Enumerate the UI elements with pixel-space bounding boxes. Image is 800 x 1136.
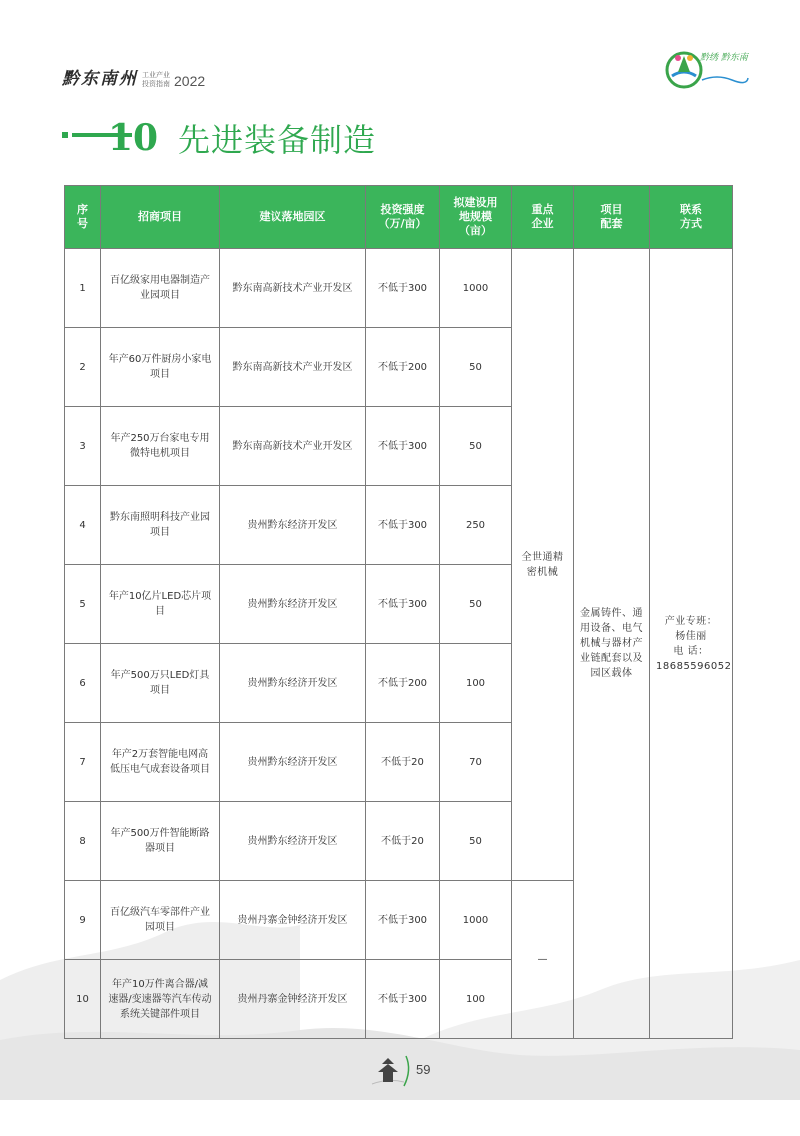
- key-enterprise-group-2: —: [512, 881, 574, 1039]
- row-no: 9: [65, 881, 101, 960]
- row-intensity: 不低于200: [366, 328, 440, 407]
- row-park: 贵州黔东经济开发区: [220, 565, 366, 644]
- row-park: 贵州丹寨金钟经济开发区: [220, 960, 366, 1039]
- section-heading: 先进装备制造: [178, 121, 377, 159]
- row-scale: 50: [440, 802, 512, 881]
- section-title: [60, 112, 460, 162]
- row-no: 6: [65, 644, 101, 723]
- row-scale: 50: [440, 565, 512, 644]
- row-project: 年产500万件智能断路器项目: [101, 802, 220, 881]
- brand-sub-line-1: 工业产业: [142, 71, 170, 79]
- row-no: 8: [65, 802, 101, 881]
- contact-info: 产业专班： 杨佳丽 电 话： 18685596052: [650, 249, 733, 1039]
- row-scale: 50: [440, 328, 512, 407]
- header-project: 招商项目: [101, 186, 220, 249]
- row-intensity: 不低于20: [366, 723, 440, 802]
- header-scale: 拟建设用 地规模 （亩）: [440, 186, 512, 249]
- row-intensity: 不低于200: [366, 644, 440, 723]
- row-park: 贵州黔东经济开发区: [220, 802, 366, 881]
- row-intensity: 不低于300: [366, 407, 440, 486]
- row-park: 黔东南高新技术产业开发区: [220, 249, 366, 328]
- row-park: 贵州黔东经济开发区: [220, 723, 366, 802]
- row-no: 2: [65, 328, 101, 407]
- title-dot-decoration: [62, 132, 68, 138]
- table-row: [65, 249, 733, 328]
- investment-table: [64, 185, 733, 1039]
- table-header-row: [65, 186, 733, 249]
- row-scale: 1000: [440, 249, 512, 328]
- row-scale: 100: [440, 644, 512, 723]
- row-project: 百亿级汽车零部件产业园项目: [101, 881, 220, 960]
- header-intensity: 投资强度 （万/亩）: [366, 186, 440, 249]
- row-no: 7: [65, 723, 101, 802]
- brand-year: 2022: [174, 73, 206, 89]
- header-contact: 联系 方式: [650, 186, 733, 249]
- section-number: 10: [108, 117, 159, 159]
- row-scale: 250: [440, 486, 512, 565]
- tourism-logo: [662, 46, 750, 90]
- row-no: 4: [65, 486, 101, 565]
- logo-text: 黔绣 黔东南: [700, 53, 748, 63]
- row-park: 贵州黔东经济开发区: [220, 644, 366, 723]
- brand-name: 黔东南州: [62, 69, 138, 89]
- row-intensity: 不低于300: [366, 565, 440, 644]
- header-no: 序 号: [65, 186, 101, 249]
- row-park: 黔东南高新技术产业开发区: [220, 407, 366, 486]
- row-no: 5: [65, 565, 101, 644]
- row-intensity: 不低于300: [366, 486, 440, 565]
- row-project: 年产500万只LED灯具项目: [101, 644, 220, 723]
- row-intensity: 不低于300: [366, 960, 440, 1039]
- row-scale: 70: [440, 723, 512, 802]
- row-intensity: 不低于300: [366, 249, 440, 328]
- row-scale: 100: [440, 960, 512, 1039]
- row-park: 黔东南高新技术产业开发区: [220, 328, 366, 407]
- row-no: 10: [65, 960, 101, 1039]
- row-park: 贵州丹寨金钟经济开发区: [220, 881, 366, 960]
- row-project: 黔东南照明科技产业园项目: [101, 486, 220, 565]
- brand-header: [62, 64, 205, 89]
- row-project: 年产250万台家电专用微特电机项目: [101, 407, 220, 486]
- supporting-facilities: 金属铸件、通用设备、电气机械与器材产业链配套以及园区载体: [574, 249, 650, 1039]
- brand-sub-line-2: 投资指南: [142, 80, 170, 88]
- header-park: 建议落地园区: [220, 186, 366, 249]
- row-project: 年产60万件厨房小家电项目: [101, 328, 220, 407]
- header-key-enterprise: 重点 企业: [512, 186, 574, 249]
- row-project: 年产10亿片LED芯片项目: [101, 565, 220, 644]
- row-intensity: 不低于300: [366, 881, 440, 960]
- row-project: 年产2万套智能电网高低压电气成套设备项目: [101, 723, 220, 802]
- row-scale: 1000: [440, 881, 512, 960]
- header-supporting: 项目 配套: [574, 186, 650, 249]
- row-project: 年产10万件离合器/减速器/变速器等汽车传动系统关键部件项目: [101, 960, 220, 1039]
- page-number: 59: [416, 1062, 431, 1077]
- brand-subtitle: [142, 71, 170, 89]
- row-project: 百亿级家用电器制造产业园项目: [101, 249, 220, 328]
- row-park: 贵州黔东经济开发区: [220, 486, 366, 565]
- row-scale: 50: [440, 407, 512, 486]
- row-intensity: 不低于20: [366, 802, 440, 881]
- row-no: 1: [65, 249, 101, 328]
- row-no: 3: [65, 407, 101, 486]
- key-enterprise-group-1: 全世通精密机械: [512, 249, 574, 881]
